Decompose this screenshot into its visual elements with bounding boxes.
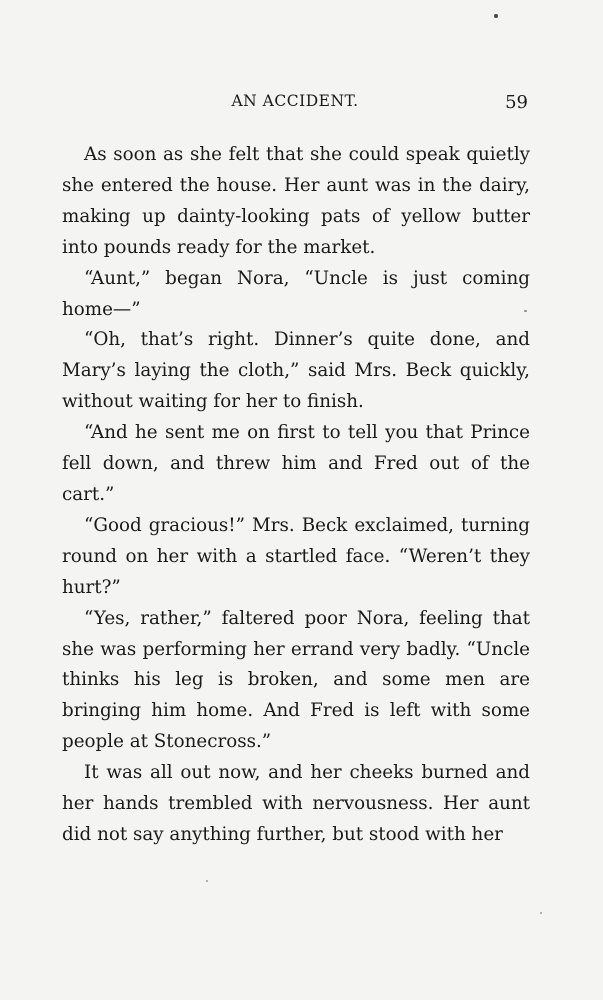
paragraph-7: It was all out now, and her cheeks burned and her hands trembled with nervousness. Her aunt did not say anything further, but stood with her: [62, 762, 530, 845]
print-speck: [540, 912, 542, 914]
paragraph-2: “Aunt,” began Nora, “Uncle is just coming home—”: [62, 267, 530, 320]
running-title: AN ACCIDENT.: [231, 92, 359, 110]
print-speck: [494, 14, 498, 18]
print-speck: [524, 310, 527, 312]
paragraph-3: “Oh, that’s right. Dinner’s quite done, and Mary’s laying the cloth,” said Mrs. Beck quickly, without waiting for her to finish.: [62, 329, 530, 413]
print-speck: [206, 880, 208, 882]
body-text: [62, 140, 530, 851]
paragraph-4: “And he sent me on first to tell you that Prince fell down, and threw him and Fred out of the cart.”: [62, 422, 530, 505]
paragraph-1: As soon as she felt that she could speak quietly she entered the house. Her aunt was in the dairy, making up dainty-looking pats of yellow butter into pounds ready for the market.: [62, 144, 530, 258]
paragraph-5: “Good gracious!” Mrs. Beck exclaimed, turning round on her with a startled face. “Weren’t they hurt?”: [62, 514, 530, 598]
paragraph-6: “Yes, rather,” faltered poor Nora, feeling that she was performing her errand very badly. “Uncle thinks his leg is broken, and some men are bringing him home. And Fred is left with some people at Stonecross.”: [62, 607, 530, 753]
running-head: [62, 92, 528, 116]
page-number: 59: [505, 92, 528, 113]
